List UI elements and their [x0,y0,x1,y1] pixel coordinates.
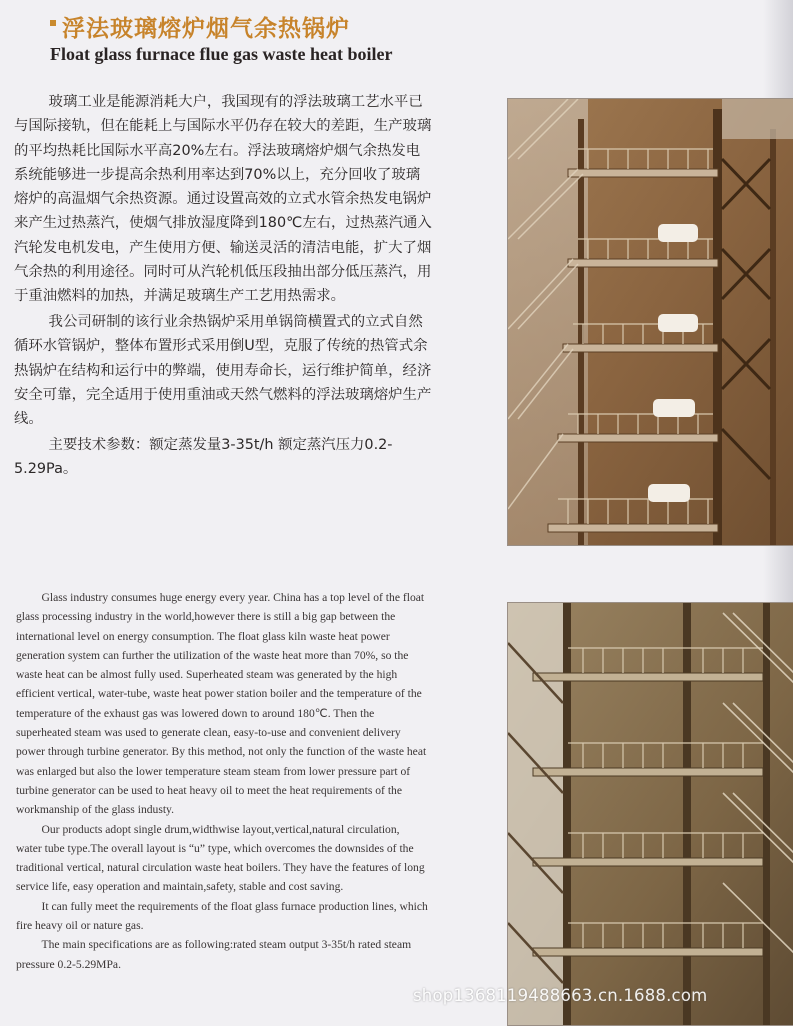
title-bullet-icon [50,20,56,26]
chinese-body-text [14,90,434,483]
boiler-structure-photo-upper [507,98,793,546]
chinese-paragraph: 我公司研制的该行业余热锅炉采用单锅筒横置式的立式自然循环水管锅炉，整体布置形式采用倒U型，克服了传统的热管式余热锅炉在结构和运行中的弊端，使用寿命长，运行维护简单，经济安全可靠，完全适用于使用重油或天然气燃料的浮法玻璃熔炉生产线。 [14,314,432,428]
page-title-english: Float glass furnace flue gas waste heat boiler [50,44,393,64]
english-paragraph: It can fully meet the requirements of the float glass furnace production lines, which fire heavy oil or nature gas. [16,899,428,933]
boiler-structure-photo-lower [507,602,793,1026]
english-paragraph: Our products adopt single drum,widthwise layout,vertical,natural circulation, water tube type.The overall layout is “u” type, which overcomes the downsides of the traditional vertical, natural circulation waste heat boilers. They have the features of long service life, easy operation and maintain,safety, stable and cost saving. [16,822,425,894]
english-body-text [16,588,428,974]
chinese-paragraph: 主要技术参数：额定蒸发量3-35t/h 额定蒸汽压力0.2-5.29Pa。 [14,437,393,478]
english-paragraph: The main specifications are as following:rated steam output 3-35t/h rated steam pressure 0.2-5.29MPa. [16,938,412,971]
english-paragraph: Glass industry consumes huge energy every year. China has a top level of the float glass processing industry in the world,however there is still a big gap between the international level on energy consumption. The float glass kiln waste heat power generation system can further the utilization of the waste heat more than 70%, so the waste heat can be almost fully used. Superheated steam was generated by the high efficient vertical, water-tube, waste heat power station boiler and the temperature of the temperature of the exhaust gas was lowered down to around 180℃. Then the superheated steam was used to generate clean, easy-to-use and convenient delivery power through turbine generator. By this method, not only the function of the waste heat was enlarged but also the lower temperature steam steam from lower pressure part of turbine generator can be used to heat heavy oil to meet the heat requirements of the workmanship of the glass industy. [16,591,427,817]
shop-watermark: shop1368119488663.cn.1688.com [413,986,708,1005]
chinese-paragraph: 玻璃工业是能源消耗大户，我国现有的浮法玻璃工艺水平已与国际接轨，但在能耗上与国际水平仍存在较大的差距，生产玻璃的平均热耗比国际水平高20%左右。浮法玻璃熔炉烟气余热发电系统能够进一步提高余热利用率达到70%以上，充分回收了玻璃熔炉的高温烟气余热资源。通过设置高效的立式水管余热发电锅炉来产生过热蒸汽，使烟气排放湿度降到180℃左右，过热蒸汽通入汽轮发电机发电，产生使用方便、输送灵活的清洁电能，扩大了烟气余热的利用途径。同时可从汽轮机低压段抽出部分低压蒸汽，用于重油燃料的加热，并满足玻璃生产工艺用热需求。 [14,94,432,305]
page-title-chinese: 浮法玻璃熔炉烟气余热锅炉 [62,16,350,42]
